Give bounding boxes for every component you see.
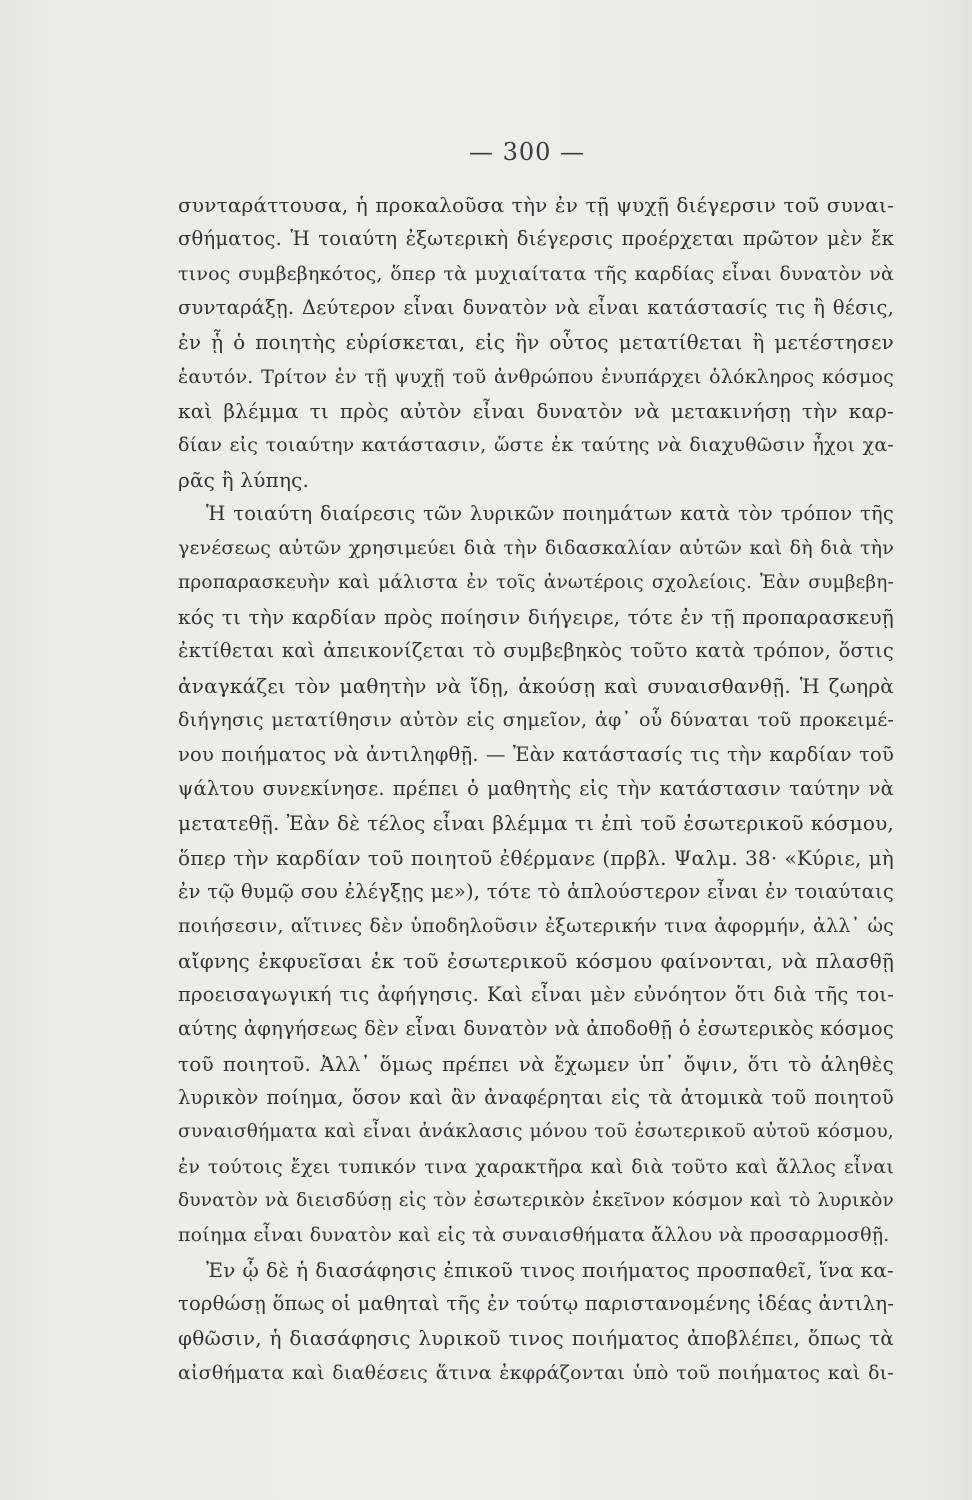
text-line: δυνατὸν νὰ διεισδύσῃ εἰς τὸν ἐσωτερικὸν ἐκεῖνον κόσμον καὶ τὸ λυρικὸν <box>178 1189 894 1211</box>
text-line: Ἡ τοιαύτη διαίρεσις τῶν λυρικῶν ποιημάτων κατὰ τὸν τρόπον τῆς <box>206 502 894 526</box>
text-line: προπαρασκευὴν καὶ μάλιστα ἐν τοῖς ἀνωτέροις σχολείοις. Ἐὰν συμβεβη- <box>178 571 894 593</box>
text-line: αἰσθήματα καὶ διαθέσεις ἅτινα ἐκφράζονται ὑπὸ τοῦ ποιήματος καὶ δι- <box>178 1361 894 1384</box>
text-line: ἐν ᾗ ὁ ποιητὴς εὑρίσκεται, εἰς ἣν οὗτος μετατίθεται ἢ μετέστησεν <box>178 330 894 355</box>
text-line: κός τι τὴν καρδίαν πρὸς ποίησιν διήγειρε, τότε ἐν τῇ προπαρασκευῇ <box>178 605 894 630</box>
text-line: διήγησις μετατίθησιν αὐτὸν εἰς σημεῖον, ἀφ᾽ οὗ δύναται τοῦ προκειμέ- <box>178 709 894 732</box>
text-line: ἐν τῷ θυμῷ σου ἐλέγξῃς με»), τότε τὸ ἁπλούστερον εἶναι ἐν τοιαύταις <box>178 879 894 903</box>
text-line: καὶ βλέμμα τι πρὸς αὐτὸν εἶναι δυνατὸν νὰ μετακινήσῃ τὴν καρ- <box>178 399 894 424</box>
text-line: νου ποιήματος νὰ ἀντιληφθῇ. — Ἐὰν κατάστασίς τις τὴν καρδίαν τοῦ <box>178 742 894 766</box>
text-line: ρᾶς ἢ λύπης. <box>178 467 310 492</box>
text-line: Ἐν ᾧ δὲ ἡ διασάφησις ἐπικοῦ τινος ποιήματος προσπαθεῖ, ἵνα κα- <box>206 1257 894 1282</box>
text-line: ἑαυτόν. Τρίτον ἐν τῇ ψυχῇ τοῦ ἀνθρώπου ἐνυπάρχει ὁλόκληρος κόσμος <box>178 365 894 388</box>
text-line: προεισαγωγική τις ἀφήγησις. Καὶ εἶναι μὲν εὐνόητον ὅτι διὰ τῆς τοι- <box>178 982 894 1006</box>
text-line: ὅπερ τὴν καρδίαν τοῦ ποιητοῦ ἐθέρμανε (πρβλ. Ψαλμ. 38· «Κύριε, μὴ <box>178 845 894 870</box>
text-line: συναισθήματα καὶ εἶναι ἀνάκλασις μόνου τοῦ ἐσωτερικοῦ αὐτοῦ κόσμου, <box>178 1121 894 1143</box>
text-line: λυρικὸν ποίημα, ὅσον καὶ ἂν ἀναφέρηται εἰς τὰ ἀτομικὰ τοῦ ποιητοῦ <box>178 1085 894 1109</box>
text-line: ἀναγκάζει τὸν μαθητὴν νὰ ἴδῃ, ἀκούσῃ καὶ συναισθανθῇ. Ἡ ζωηρὰ <box>178 673 894 698</box>
text-line: ποιήσεσιν, αἵτινες δὲν ὑποδηλοῦσιν ἐξωτερικήν τινα ἀφορμήν, ἀλλ᾽ ὡς <box>178 915 894 938</box>
text-line: συνταράξῃ. Δεύτερον εἶναι δυνατὸν νὰ εἶναι κατάστασίς τις ἢ θέσις, <box>178 296 894 320</box>
body-text <box>178 188 894 1390</box>
text-line: γενέσεως αὐτῶν χρησιμεύει διὰ τὴν διδασκαλίαν αὐτῶν καὶ δὴ διὰ τὴν <box>178 537 894 560</box>
text-line: αἴφνης ἐκφυεῖσαι ἐκ τοῦ ἐσωτερικοῦ κόσμου φαίνονται, νὰ πλασθῇ <box>178 948 894 973</box>
page-number: — 300 — <box>468 138 586 166</box>
text-line: ἐν τούτοις ἔχει τυπικόν τινα χαρακτῆρα καὶ διὰ τοῦτο καὶ ἄλλος εἶναι <box>178 1155 894 1178</box>
text-line: ἐκτίθεται καὶ ἀπεικονίζεται τὸ συμβεβηκὸς τοῦτο κατὰ τρόπον, ὅστις <box>178 639 894 663</box>
text-line: τινος συμβεβηκότος, ὅπερ τὰ μυχιαίτατα τῆς καρδίας εἶναι δυνατὸν νὰ <box>178 262 894 285</box>
text-line: δίαν εἰς τοιαύτην κατάστασιν, ὥστε ἐκ ταύτης νὰ διαχυθῶσιν ἦχοι χα- <box>178 434 894 457</box>
text-line: τοῦ ποιητοῦ. Ἀλλ᾽ ὅμως πρέπει νὰ ἔχωμεν ὑπ᾽ ὄψιν, ὅτι τὸ ἀληθὲς <box>178 1051 894 1076</box>
text-line: ψάλτου συνεκίνησε. πρέπει ὁ μαθητὴς εἰς τὴν κατάστασιν ταύτην νὰ <box>178 776 894 800</box>
text-line: τορθώσῃ ὅπως οἱ μαθηταὶ τῆς ἐν τούτῳ παριστανομένης ἰδέας ἀντιλη- <box>178 1292 894 1315</box>
text-line: σθήματος. Ἡ τοιαύτη ἐξωτερικὴ διέγερσις προέρχεται πρῶτον μὲν ἔκ <box>178 227 894 251</box>
text-line: αύτης ἀφηγήσεως δὲν εἶναι δυνατὸν νὰ ἀποδοθῇ ὁ ἐσωτερικὸς κόσμος <box>178 1017 894 1041</box>
text-line: συνταράττουσα, ἡ προκαλοῦσα τὴν ἐν τῇ ψυχῇ διέγερσιν τοῦ συναι- <box>178 193 894 217</box>
text-line: μετατεθῇ. Ἐὰν δὲ τέλος εἶναι βλέμμα τι ἐπὶ τοῦ ἐσωτερικοῦ κόσμου, <box>178 811 894 836</box>
text-line: φθῶσιν, ἡ διασάφησις λυρικοῦ τινος ποιήματος ἀποβλέπει, ὅπως τὰ <box>178 1326 894 1351</box>
text-line: ποίημα εἶναι δυνατὸν καὶ εἰς τὰ συναισθήματα ἄλλου νὰ προσαρμοσθῇ. <box>178 1224 890 1247</box>
